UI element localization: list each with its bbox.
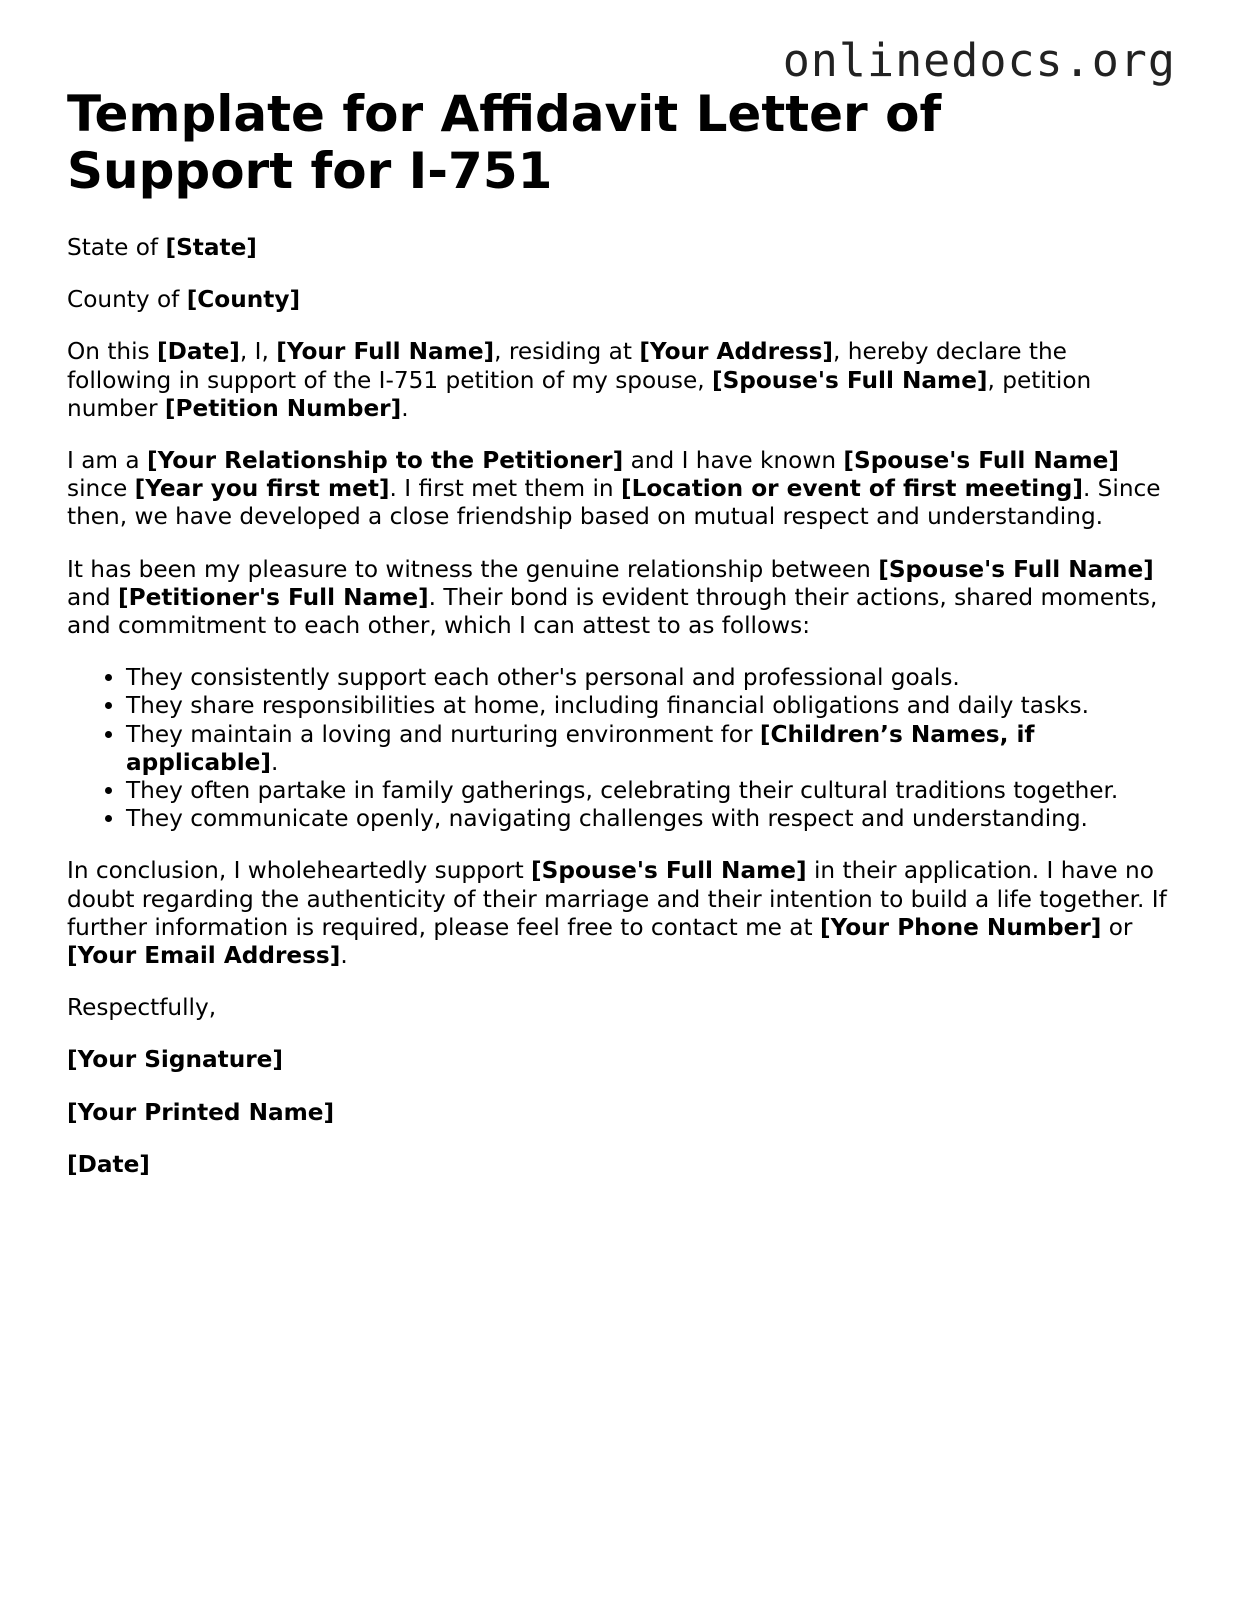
address-field: [Your Address] (639, 338, 834, 366)
state-line (67, 234, 1167, 262)
watermark: onlinedocs.org (782, 34, 1176, 87)
children-names-field: [Children’s Names, if applicable] (126, 720, 1035, 776)
printed-name-line (67, 1099, 1167, 1127)
witness-text: and (67, 583, 118, 611)
signature-date-field: [Date] (67, 1150, 150, 1178)
conclusion-text: . (340, 942, 348, 970)
list-item: • They often partake in family gatherings, celebrating their cultural traditions together. (126, 777, 1167, 805)
relationship-text: . I first met them in (389, 475, 621, 503)
intro-text: . (401, 394, 409, 422)
year-met-field: [Year you first met] (134, 475, 390, 503)
relationship-text: and I have known (623, 447, 844, 475)
relationship-field: [Your Relationship to the Petitioner] (146, 447, 624, 475)
state-field: [State] (165, 234, 257, 261)
date-field: [Date] (157, 338, 240, 366)
state-label: State of (67, 234, 166, 261)
conclusion-text: in their application. I have no doubt regarding the authenticity of their marriage and their intention to build a life together. If further information is required, please feel free to contact me at (67, 857, 1167, 941)
county-label: County of (67, 286, 187, 314)
county-line (67, 286, 1167, 314)
petition-number-field: [Petition Number] (164, 394, 402, 422)
petitioner-name-field: [Petitioner's Full Name] (118, 583, 429, 611)
intro-text: , petition number (67, 366, 1092, 422)
witness-paragraph (67, 556, 1167, 641)
spouse-name-field: [Spouse's Full Name] (878, 555, 1154, 583)
relationship-text: I am a (67, 447, 147, 475)
relationship-text: since (67, 475, 135, 503)
relationship-text: . Since then, we have developed a close friendship based on mutual respect and understanding. (67, 475, 1161, 531)
conclusion-text: or (1101, 913, 1133, 941)
spouse-name-field: [Spouse's Full Name] (531, 857, 807, 885)
signature-field: [Your Signature] (67, 1046, 283, 1074)
closing-line: Respectfully, (67, 994, 217, 1022)
intro-text: , I, (239, 338, 277, 366)
document-body (67, 86, 1167, 1203)
email-field: [Your Email Address] (67, 942, 341, 970)
list-item: • They communicate openly, navigating challenges with respect and understanding. (126, 805, 1167, 833)
list-item (126, 721, 1167, 777)
list-item-text: They maintain a loving and nurturing environment for (126, 720, 760, 748)
conclusion-paragraph (67, 857, 1167, 970)
intro-text: On this (67, 338, 157, 366)
relationship-paragraph (67, 447, 1167, 532)
meeting-location-field: [Location or event of first meeting] (621, 475, 1083, 503)
full-name-field: [Your Full Name] (276, 338, 495, 366)
witness-text: It has been my pleasure to witness the genuine relationship between (67, 555, 879, 583)
spouse-name-field: [Spouse's Full Name] (843, 447, 1119, 475)
page-title: Template for Affidavit Letter of Support for I-751 (67, 85, 942, 200)
spouse-name-field: [Spouse's Full Name] (711, 366, 988, 394)
phone-field: [Your Phone Number] (819, 913, 1102, 941)
conclusion-text: In conclusion, I wholeheartedly support (67, 857, 532, 885)
intro-paragraph (67, 338, 1167, 423)
intro-text: , hereby declare the following in support of the I-751 petition of my spouse, (67, 338, 1067, 394)
date-line (67, 1151, 1167, 1179)
signature-line (67, 1046, 1167, 1074)
list-item-text: . (271, 748, 279, 776)
printed-name-field: [Your Printed Name] (67, 1098, 335, 1126)
list-item: • They share responsibilities at home, including financial obligations and daily tasks. (126, 692, 1167, 720)
list-item: • They consistently support each other's personal and professional goals. (126, 664, 1167, 692)
attestation-list (67, 664, 1167, 833)
county-field: [County] (186, 286, 301, 314)
intro-text: , residing at (494, 338, 640, 366)
witness-text: . Their bond is evident through their actions, shared moments, and commitment to each other, which I can attest to as follows: (67, 583, 1158, 640)
